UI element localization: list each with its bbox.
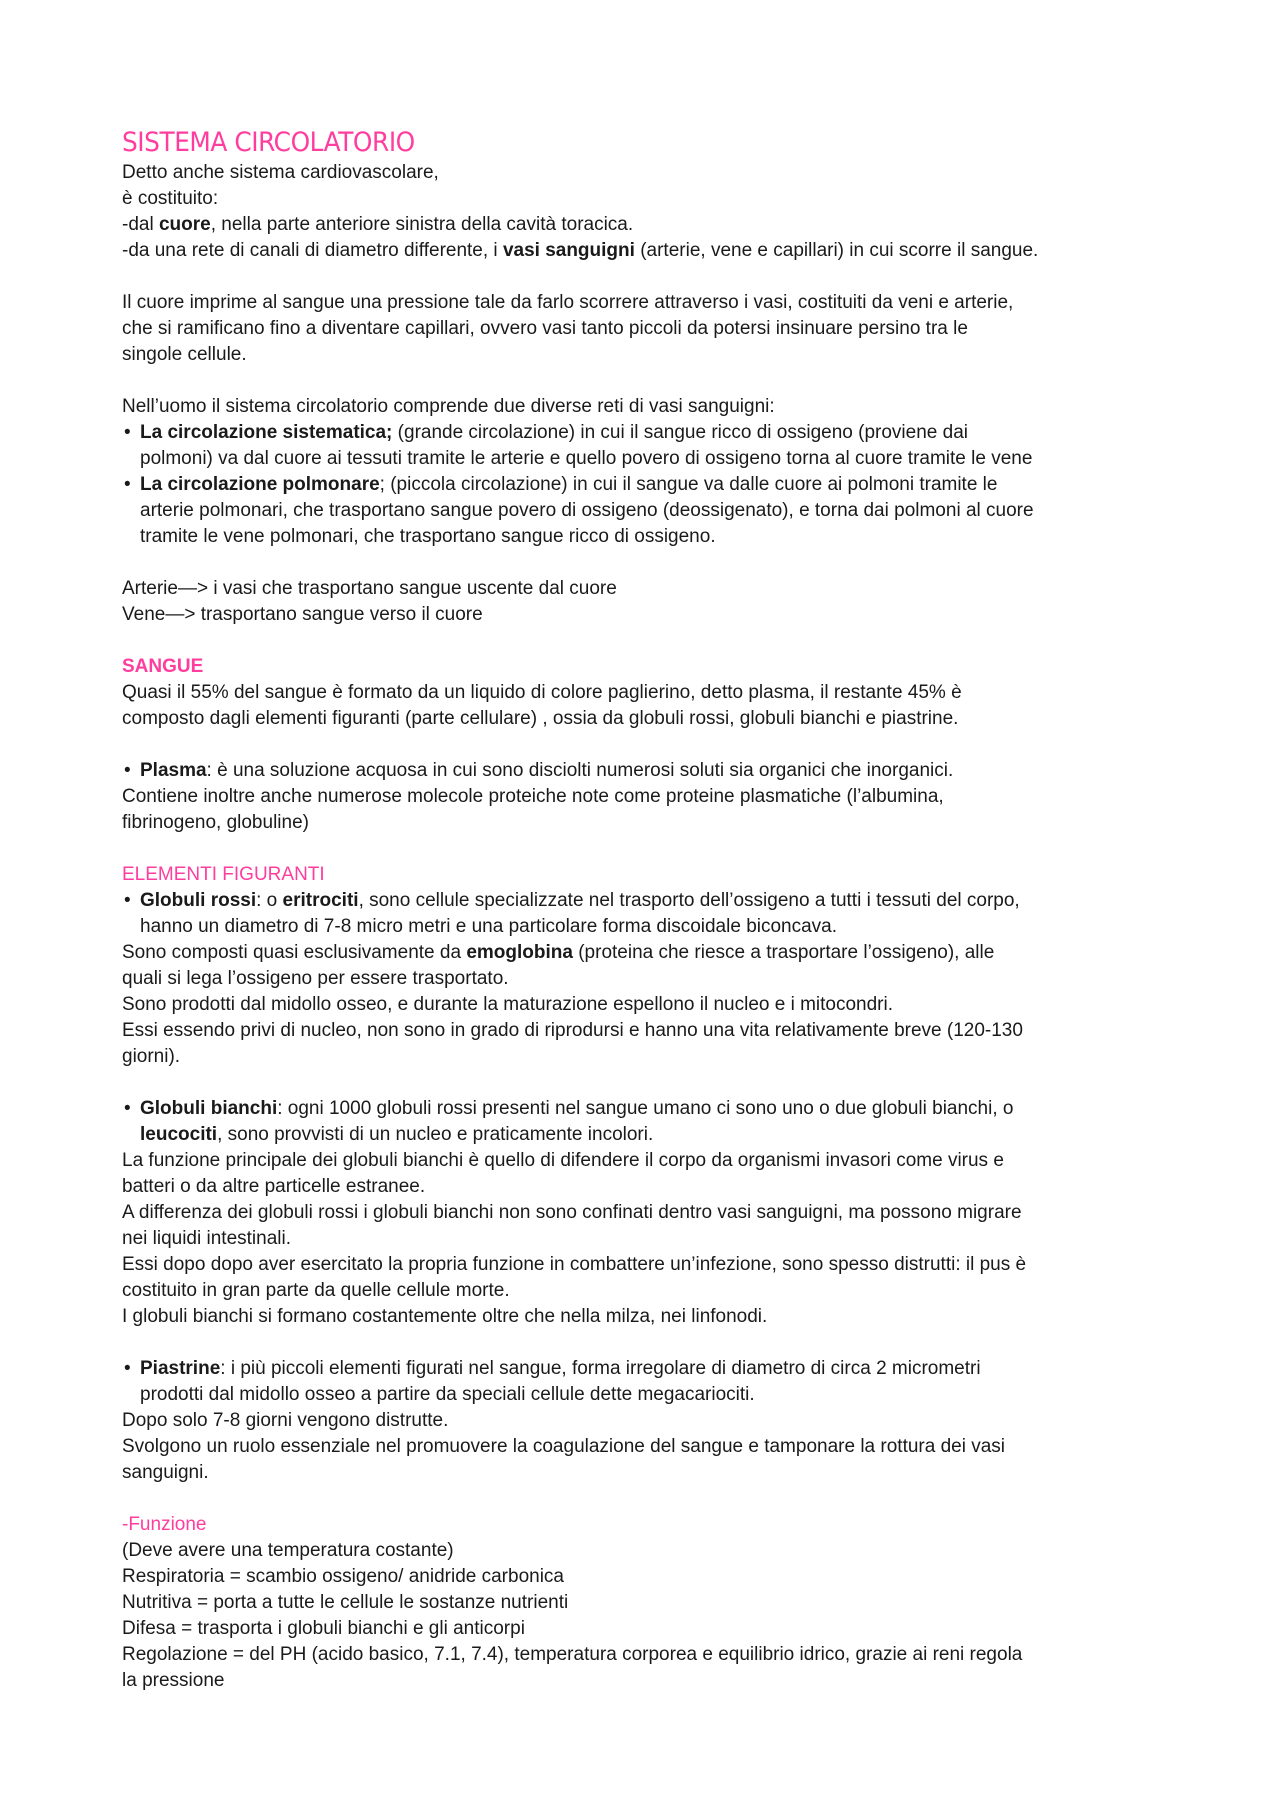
text-line: nei liquidi intestinali.: [122, 1228, 291, 1249]
text-span: (arterie, vene e capillari) in cui scorre il sangue.: [634, 240, 1039, 261]
text-line: [122, 238, 1172, 264]
vessels-paragraph: [122, 576, 1172, 628]
text-line: singole cellule.: [122, 344, 247, 365]
pressure-paragraph: [122, 290, 1172, 368]
text-line: [122, 940, 1172, 966]
bold-term: Piastrine: [140, 1358, 221, 1379]
text-line: Sono prodotti dal midollo osseo, e durante la maturazione espellono il nucleo e i mitocondri.: [122, 994, 894, 1015]
text-line: Dopo solo 7-8 giorni vengono distrutte.: [122, 1410, 449, 1431]
text-line: Regolazione = del PH (acido basico, 7.1, 7.4), temperatura corporea e equilibrio idrico, grazie ai reni regola: [122, 1644, 1023, 1665]
text-line: costituito in gran parte da quelle cellule morte.: [122, 1280, 510, 1301]
text-line: hanno un diametro di 7-8 micro metri e una particolare forma discoidale biconcava.: [140, 916, 838, 937]
bullet-item: [122, 472, 1172, 550]
section-heading: -Funzione: [122, 1514, 207, 1535]
bold-term: Plasma: [140, 760, 207, 781]
text-line: tramite le vene polmonari, che trasportano sangue ricco di ossigeno.: [140, 526, 716, 547]
document-page: [122, 126, 1172, 1694]
text-span: , sono cellule specializzate nel trasporto dell’ossigeno a tutti i tessuti del corpo,: [358, 890, 1020, 911]
text-line: Detto anche sistema cardiovascolare,: [122, 162, 439, 183]
text-line: polmoni) va dal cuore ai tessuti tramite le arterie e quello povero di ossigeno torna al cuore tramite le vene: [140, 448, 1033, 469]
text-line: [140, 1096, 1172, 1122]
text-line: Contiene inoltre anche numerose molecole proteiche note come proteine plasmatiche (l’albumina,: [122, 786, 944, 807]
text-line: [140, 1356, 1172, 1382]
text-line: A differenza dei globuli rossi i globuli bianchi non sono confinati dentro vasi sanguigni, ma possono migrare: [122, 1202, 1022, 1223]
text-span: : i più piccoli elementi figurati nel sangue, forma irregolare di diametro di circa 2 micrometri: [220, 1358, 981, 1379]
bold-term: Globuli bianchi: [140, 1098, 278, 1119]
section-heading: SANGUE: [122, 656, 204, 677]
text-line: quali si lega l’ossigeno per essere trasportato.: [122, 968, 509, 989]
text-line: [122, 212, 1172, 238]
text-line: [140, 420, 1172, 446]
text-line: arterie polmonari, che trasportano sangue povero di ossigeno (deossigenato), e torna dai polmoni al cuore: [140, 500, 1034, 521]
bold-term: La circolazione polmonare: [140, 474, 380, 495]
text-span: : o: [256, 890, 283, 911]
elementi-section: [122, 862, 1172, 1486]
text-line: [140, 472, 1172, 498]
text-line: è costituito:: [122, 188, 219, 209]
text-line: sanguigni.: [122, 1462, 209, 1483]
text-line: giorni).: [122, 1046, 181, 1067]
section-heading: ELEMENTI FIGURANTI: [122, 864, 325, 885]
text-span: , nella parte anteriore sinistra della cavità toracica.: [210, 214, 634, 235]
text-span: -dal: [122, 214, 159, 235]
text-line: [140, 888, 1172, 914]
text-line: la pressione: [122, 1670, 225, 1691]
bullet-item: [122, 758, 1172, 784]
bold-term: cuore: [158, 214, 211, 235]
bold-term: La circolazione sistematica;: [140, 422, 393, 443]
bold-term: emoglobina: [466, 942, 573, 963]
text-span: Sono composti quasi esclusivamente da: [122, 942, 467, 963]
sangue-section: [122, 654, 1172, 836]
circulation-paragraph: [122, 394, 1172, 550]
text-line: composto dagli elementi figuranti (parte cellulare) , ossia da globuli rossi, globuli bianchi e piastrine.: [122, 708, 959, 729]
text-span: (proteina che riesce a trasportare l’ossigeno), alle: [572, 942, 995, 963]
text-line: [140, 1122, 1172, 1148]
text-span: : ogni 1000 globuli rossi presenti nel sangue umano ci sono uno o due globuli bianchi, o: [277, 1098, 1014, 1119]
text-line: La funzione principale dei globuli bianchi è quello di difendere il corpo da organismi invasori come virus e: [122, 1150, 1004, 1171]
text-line: fibrinogeno, globuline): [122, 812, 309, 833]
text-line: (Deve avere una temperatura costante): [122, 1540, 454, 1561]
text-line: I globuli bianchi si formano costantemente oltre che nella milza, nei linfonodi.: [122, 1306, 768, 1327]
text-line: che si ramificano fino a diventare capillari, ovvero vasi tanto piccoli da potersi insinuare persino tra le: [122, 318, 968, 339]
text-line: Essi dopo dopo aver esercitato la propria funzione in combattere un’infezione, sono spesso distrutti: il pus è: [122, 1254, 1027, 1275]
bold-term: Globuli rossi: [140, 890, 257, 911]
text-line: Nell’uomo il sistema circolatorio comprende due diverse reti di vasi sanguigni:: [122, 396, 775, 417]
bullet-item: [122, 888, 1172, 940]
text-line: Il cuore imprime al sangue una pressione tale da farlo scorrere attraverso i vasi, costituiti da veni e arterie,: [122, 292, 1014, 313]
text-line: Nutritiva = porta a tutte le cellule le sostanze nutrienti: [122, 1592, 569, 1613]
text-line: Quasi il 55% del sangue è formato da un liquido di colore paglierino, detto plasma, il restante 45% è: [122, 682, 962, 703]
text-span: ; (piccola circolazione) in cui il sangue va dalle cuore ai polmoni tramite le: [379, 474, 998, 495]
text-line: Difesa = trasporta i globuli bianchi e gli anticorpi: [122, 1618, 525, 1639]
bold-term: eritrociti: [282, 890, 359, 911]
text-line: Svolgono un ruolo essenziale nel promuovere la coagulazione del sangue e tamponare la rottura dei vasi: [122, 1436, 1006, 1457]
bold-term: vasi sanguigni: [502, 240, 635, 261]
bullet-item: [122, 420, 1172, 472]
text-span: : è una soluzione acquosa in cui sono disciolti numerosi soluti sia organici che inorganici.: [206, 760, 954, 781]
text-span: -da una rete di canali di diametro differente, i: [122, 240, 503, 261]
text-line: [140, 758, 1172, 784]
bullet-item: [122, 1096, 1172, 1148]
text-line: batteri o da altre particelle estranee.: [122, 1176, 426, 1197]
bullet-item: [122, 1356, 1172, 1408]
document-title: SISTEMA CIRCOLATORIO: [122, 127, 415, 158]
text-line: prodotti dal midollo osseo a partire da speciali cellule dette megacariociti.: [140, 1384, 755, 1405]
text-span: (grande circolazione) in cui il sangue ricco di ossigeno (proviene dai: [392, 422, 968, 443]
text-line: Essi essendo privi di nucleo, non sono in grado di riprodursi e hanno una vita relativamente breve (120-130: [122, 1020, 1023, 1041]
text-span: , sono provvisti di un nucleo e praticamente incolori.: [217, 1124, 654, 1145]
funzione-section: [122, 1512, 1172, 1694]
text-line: Respiratoria = scambio ossigeno/ anidride carbonica: [122, 1566, 564, 1587]
intro-paragraph: [122, 160, 1172, 264]
text-line: Arterie—> i vasi che trasportano sangue uscente dal cuore: [122, 578, 617, 599]
text-line: Vene—> trasportano sangue verso il cuore: [122, 604, 483, 625]
bold-term: leucociti: [140, 1124, 218, 1145]
